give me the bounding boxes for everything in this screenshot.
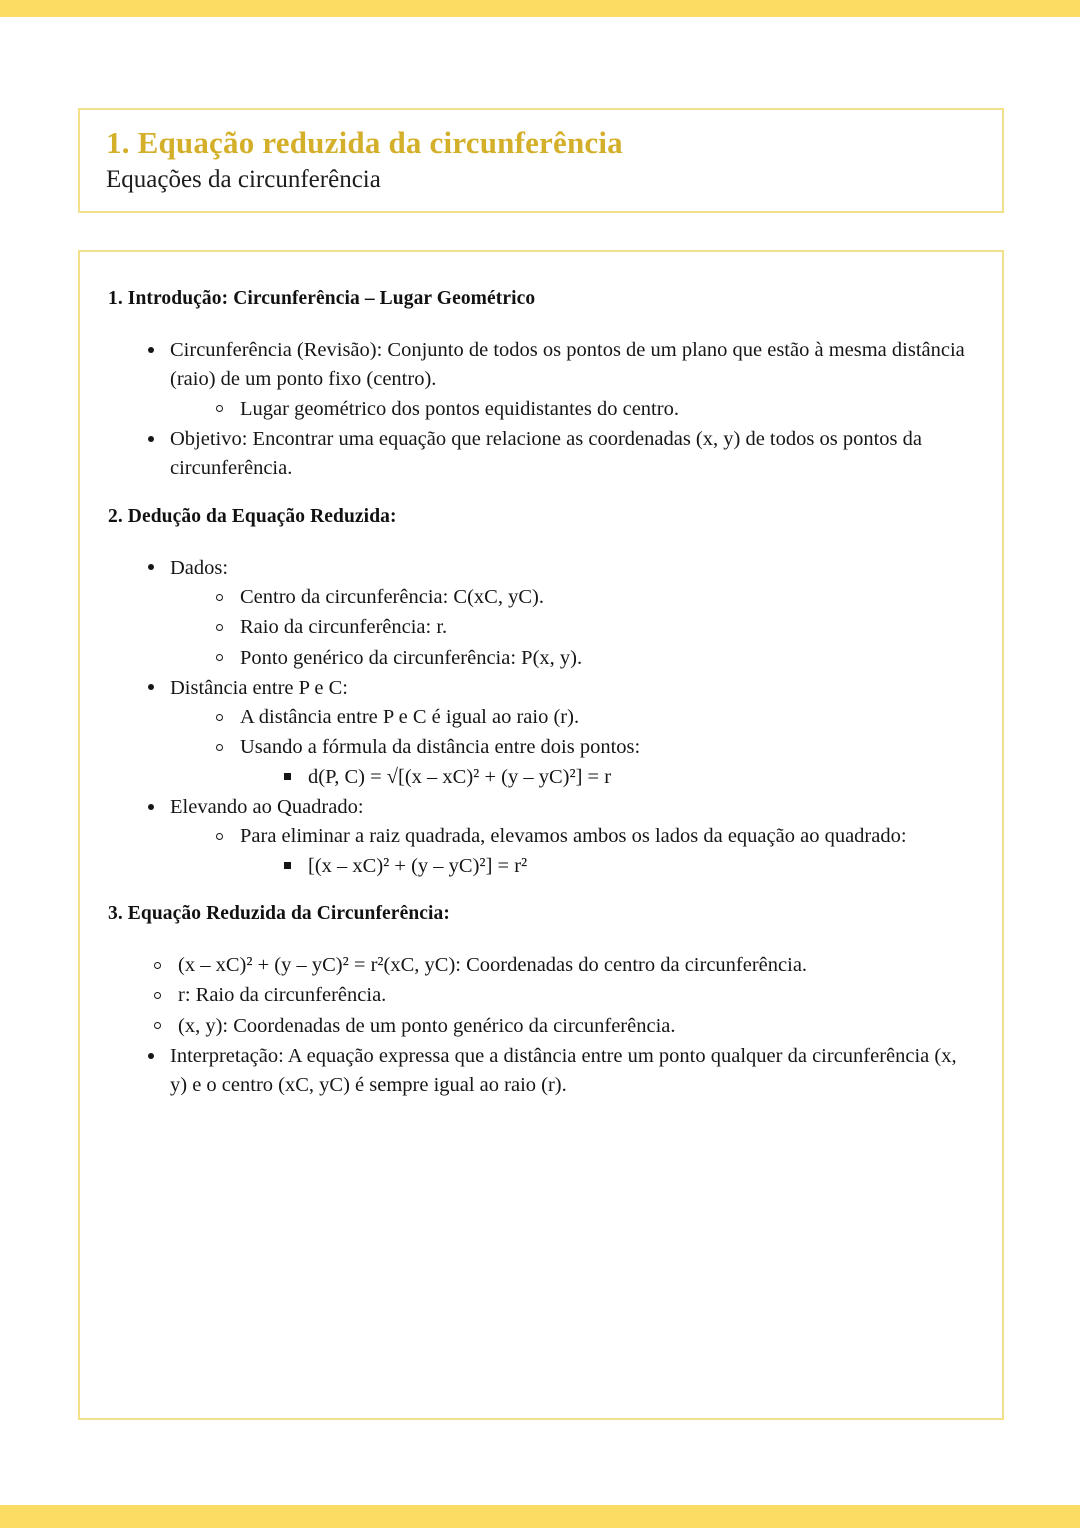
- bullet-list-level-1: [108, 336, 974, 424]
- disc-bullet-icon: [148, 564, 154, 570]
- list-item-text: Circunferência (Revisão): Conjunto de todos os pontos de um plano que estão à mesma distância (raio) de um ponto fixo (centro).: [170, 339, 965, 391]
- circle-bullet-icon: [216, 744, 223, 751]
- bullet-list-level-2: [170, 395, 974, 424]
- list-item: [216, 613, 974, 642]
- list-item-text: (x – xC)² + (y – yC)² = r²(xC, yC): Coordenadas do centro da circunferência.: [178, 954, 808, 976]
- list-item: [148, 554, 974, 673]
- square-bullet-icon: [284, 862, 291, 869]
- top-accent-band: [0, 0, 1080, 17]
- list-item-text: Ponto genérico da circunferência: P(x, y).: [240, 646, 583, 669]
- list-item: [148, 674, 974, 792]
- bullet-list-level-2: [170, 644, 974, 673]
- page-title: 1. Equação reduzida da circunferência: [106, 125, 623, 160]
- section: [108, 903, 974, 1101]
- list-item: [148, 1042, 974, 1101]
- header-box: [78, 108, 1004, 213]
- square-bullet-icon: [284, 773, 291, 780]
- list-item: [216, 583, 974, 612]
- list-item-text: Objetivo: Encontrar uma equação que relacione as coordenadas (x, y) de todos os pontos da circunferência.: [170, 427, 922, 480]
- circle-bullet-icon: [216, 714, 223, 721]
- list-item-text: Dados:: [170, 556, 229, 579]
- disc-bullet-icon: [148, 684, 154, 690]
- bullet-list-level-1: [108, 425, 974, 484]
- list-item-text: d(P, C) = √[(x – xC)² + (y – yC)²] = r: [308, 765, 612, 788]
- list-item: [148, 425, 974, 484]
- list-item: [216, 822, 974, 881]
- section: [108, 288, 974, 484]
- list-item: [154, 951, 974, 980]
- disc-bullet-icon: [148, 347, 154, 353]
- list-item: [284, 852, 974, 881]
- list-item-text: Usando a fórmula da distância entre dois pontos:: [240, 736, 641, 759]
- list-item-text: Distância entre P e C:: [170, 676, 348, 699]
- bullet-list-level-1: [108, 1042, 974, 1101]
- list-item: [154, 1012, 974, 1041]
- disc-bullet-icon: [148, 436, 154, 442]
- circle-bullet-icon: [216, 405, 223, 412]
- bullet-list-level-2: [108, 981, 974, 1010]
- section-heading: 2. Dedução da Equação Reduzida:: [108, 505, 397, 527]
- bullet-list-level-1: [108, 674, 974, 792]
- bullet-list-level-2: [170, 703, 974, 732]
- bullet-list-level-2: [170, 733, 974, 792]
- list-item-text: Centro da circunferência: C(xC, yC).: [240, 585, 544, 608]
- bullet-list-level-2: [108, 951, 974, 980]
- bullet-list-level-3: [240, 763, 974, 792]
- bottom-accent-band: [0, 1505, 1080, 1528]
- section-heading: 1. Introdução: Circunferência – Lugar Geométrico: [108, 288, 536, 309]
- bullet-list-level-3: [240, 852, 974, 881]
- list-item-text: [(x – xC)² + (y – yC)²] = r²: [308, 854, 528, 877]
- bullet-list-level-2: [170, 583, 974, 612]
- circle-bullet-icon: [216, 624, 223, 631]
- circle-bullet-icon: [154, 962, 161, 969]
- bullet-list-level-2: [170, 822, 974, 881]
- circle-bullet-icon: [216, 594, 223, 601]
- section-heading: 3. Equação Reduzida da Circunferência:: [108, 903, 450, 924]
- disc-bullet-icon: [148, 1053, 154, 1059]
- sections-container: [108, 288, 974, 1101]
- list-item-text: (x, y): Coordenadas de um ponto genérico da circunferência.: [178, 1014, 676, 1037]
- list-item-text: Raio da circunferência: r.: [240, 616, 448, 639]
- circle-bullet-icon: [216, 654, 223, 661]
- list-item-text: Elevando ao Quadrado:: [170, 796, 364, 819]
- list-item-text: Lugar geométrico dos pontos equidistantes do centro.: [240, 397, 679, 420]
- circle-bullet-icon: [154, 1022, 161, 1029]
- section: [108, 506, 974, 881]
- bullet-list-level-2: [108, 1012, 974, 1041]
- disc-bullet-icon: [148, 804, 154, 810]
- circle-bullet-icon: [216, 833, 223, 840]
- list-item-text: Para eliminar a raiz quadrada, elevamos ambos os lados da equação ao quadrado:: [240, 825, 907, 848]
- page-subtitle: Equações da circunferência: [106, 165, 381, 193]
- bullet-list-level-2: [170, 613, 974, 642]
- circle-bullet-icon: [154, 992, 161, 999]
- list-item-text: A distância entre P e C é igual ao raio (r).: [240, 706, 580, 729]
- list-item: [216, 644, 974, 673]
- list-item: [284, 763, 974, 792]
- content-box: [78, 250, 1004, 1420]
- list-item: [216, 733, 974, 792]
- list-item: [216, 395, 974, 424]
- list-item: [216, 703, 974, 732]
- list-item-text: Interpretação: A equação expressa que a distância entre um ponto qualquer da circunferência (x, y) e o centro (xC, yC) é sempre igual ao raio (r).: [170, 1044, 957, 1097]
- bullet-list-level-1: [108, 554, 974, 673]
- list-item: [148, 793, 974, 881]
- list-item-text: r: Raio da circunferência.: [178, 984, 387, 1007]
- list-item: [154, 981, 974, 1010]
- list-item: [148, 336, 974, 424]
- bullet-list-level-1: [108, 793, 974, 881]
